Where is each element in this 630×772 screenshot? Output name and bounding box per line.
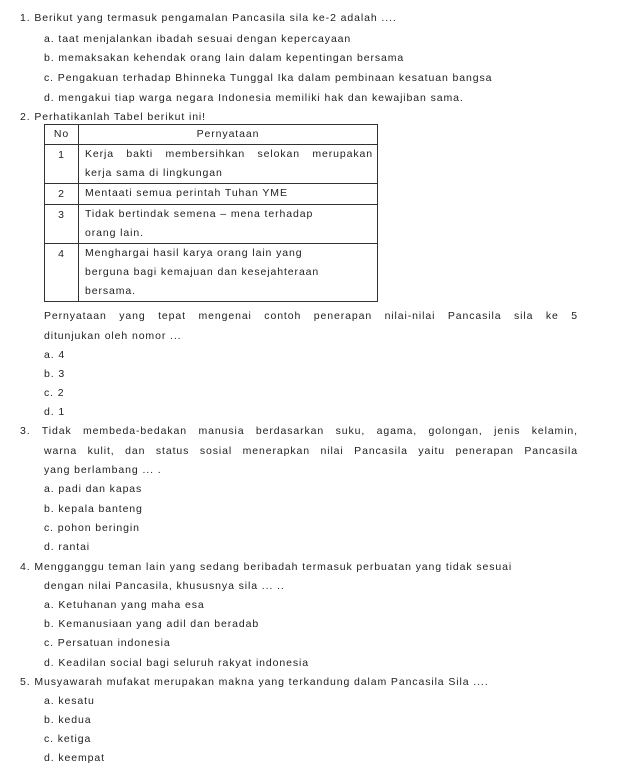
table-cell-no: 4 xyxy=(45,244,79,302)
q3-question-line-1: 3. Tidak membeda-bedakan manusia berdasarkan suku, agama, golongan, jenis kelamin, xyxy=(20,425,578,437)
q4-question-line-1: 4. Mengganggu teman lain yang sedang beribadah termasuk perbuatan yang tidak sesuai xyxy=(20,561,513,573)
q1-option-a[interactable]: a. taat menjalankan ibadah sesuai dengan kepercayaan xyxy=(44,33,352,45)
table-row xyxy=(45,145,378,184)
q5-option-b[interactable]: b. kedua xyxy=(44,714,92,726)
table-cell-no: 1 xyxy=(45,145,79,184)
q1-question: 1. Berikut yang termasuk pengamalan Pancasila sila ke-2 adalah .... xyxy=(20,12,397,24)
q4-option-b[interactable]: b. Kemanusiaan yang adil dan beradab xyxy=(44,618,260,630)
q5-option-c[interactable]: c. ketiga xyxy=(44,733,92,745)
statement-line: Kerja bakti membersihkan selokan merupakan xyxy=(85,148,373,160)
q1-option-b[interactable]: b. memaksakan kehendak orang lain dalam kepentingan bersama xyxy=(44,52,405,64)
q5-question: 5. Musyawarah mufakat merupakan makna yang terkandung dalam Pancasila Sila .... xyxy=(20,676,489,688)
q2-option-d[interactable]: d. 1 xyxy=(44,406,66,418)
table-header-row xyxy=(45,125,378,145)
table-header-no: No xyxy=(45,125,79,145)
table-header-statement: Pernyataan xyxy=(79,125,378,145)
table-cell-statement xyxy=(79,145,378,184)
q4-option-d[interactable]: d. Keadilan social bagi seluruh rakyat indonesia xyxy=(44,657,310,669)
table-cell-statement xyxy=(79,205,378,244)
q5-option-d[interactable]: d. keempat xyxy=(44,752,105,764)
q4-option-a[interactable]: a. Ketuhanan yang maha esa xyxy=(44,599,205,611)
table-cell-statement xyxy=(79,184,378,205)
q1-option-d[interactable]: d. mengakui tiap warga negara Indonesia memiliki hak dan kewajiban sama. xyxy=(44,92,464,104)
q3-question-line-2: warna kulit, dan status sosial menerapkan nilai Pancasila yaitu penerapan Pancasila xyxy=(44,445,578,457)
table-cell-no: 2 xyxy=(45,184,79,205)
statement-line: Menghargai hasil karya orang lain yang xyxy=(85,247,303,259)
table-cell-statement xyxy=(79,244,378,302)
statement-line: bersama. xyxy=(85,285,136,297)
table-row xyxy=(45,244,378,302)
q1-option-c[interactable]: c. Pengakuan terhadap Bhinneka Tunggal Ika dalam pembinaan kesatuan bangsa xyxy=(44,72,493,84)
q3-option-c[interactable]: c. pohon beringin xyxy=(44,522,140,534)
q3-option-d[interactable]: d. rantai xyxy=(44,541,91,553)
table-row xyxy=(45,184,378,205)
q2-intro: 2. Perhatikanlah Tabel berikut ini! xyxy=(20,111,206,123)
q2-option-b[interactable]: b. 3 xyxy=(44,368,66,380)
statement-line: kerja sama di lingkungan xyxy=(85,167,223,179)
table-cell-no: 3 xyxy=(45,205,79,244)
q3-question-line-3: yang berlambang ... . xyxy=(44,464,162,476)
q4-question-line-2: dengan nilai Pancasila, khususnya sila ... .. xyxy=(44,580,285,592)
statement-table xyxy=(44,124,378,302)
table-row xyxy=(45,205,378,244)
statement-line: Tidak bertindak semena – mena terhadap xyxy=(85,208,314,220)
statement-line: Mentaati semua perintah Tuhan YME xyxy=(85,187,288,199)
q4-option-c[interactable]: c. Persatuan indonesia xyxy=(44,637,171,649)
q2-option-c[interactable]: c. 2 xyxy=(44,387,65,399)
q2-option-a[interactable]: a. 4 xyxy=(44,349,66,361)
q2-question-line-2: ditunjukan oleh nomor ... xyxy=(44,330,182,342)
statement-line: berguna bagi kemajuan dan kesejahteraan xyxy=(85,266,320,278)
q2-question-line-1: Pernyataan yang tepat mengenai contoh penerapan nilai-nilai Pancasila sila ke 5 xyxy=(44,310,578,322)
q5-option-a[interactable]: a. kesatu xyxy=(44,695,95,707)
statement-line: orang lain. xyxy=(85,227,144,239)
q3-option-a[interactable]: a. padi dan kapas xyxy=(44,483,143,495)
q3-option-b[interactable]: b. kepala banteng xyxy=(44,503,143,515)
